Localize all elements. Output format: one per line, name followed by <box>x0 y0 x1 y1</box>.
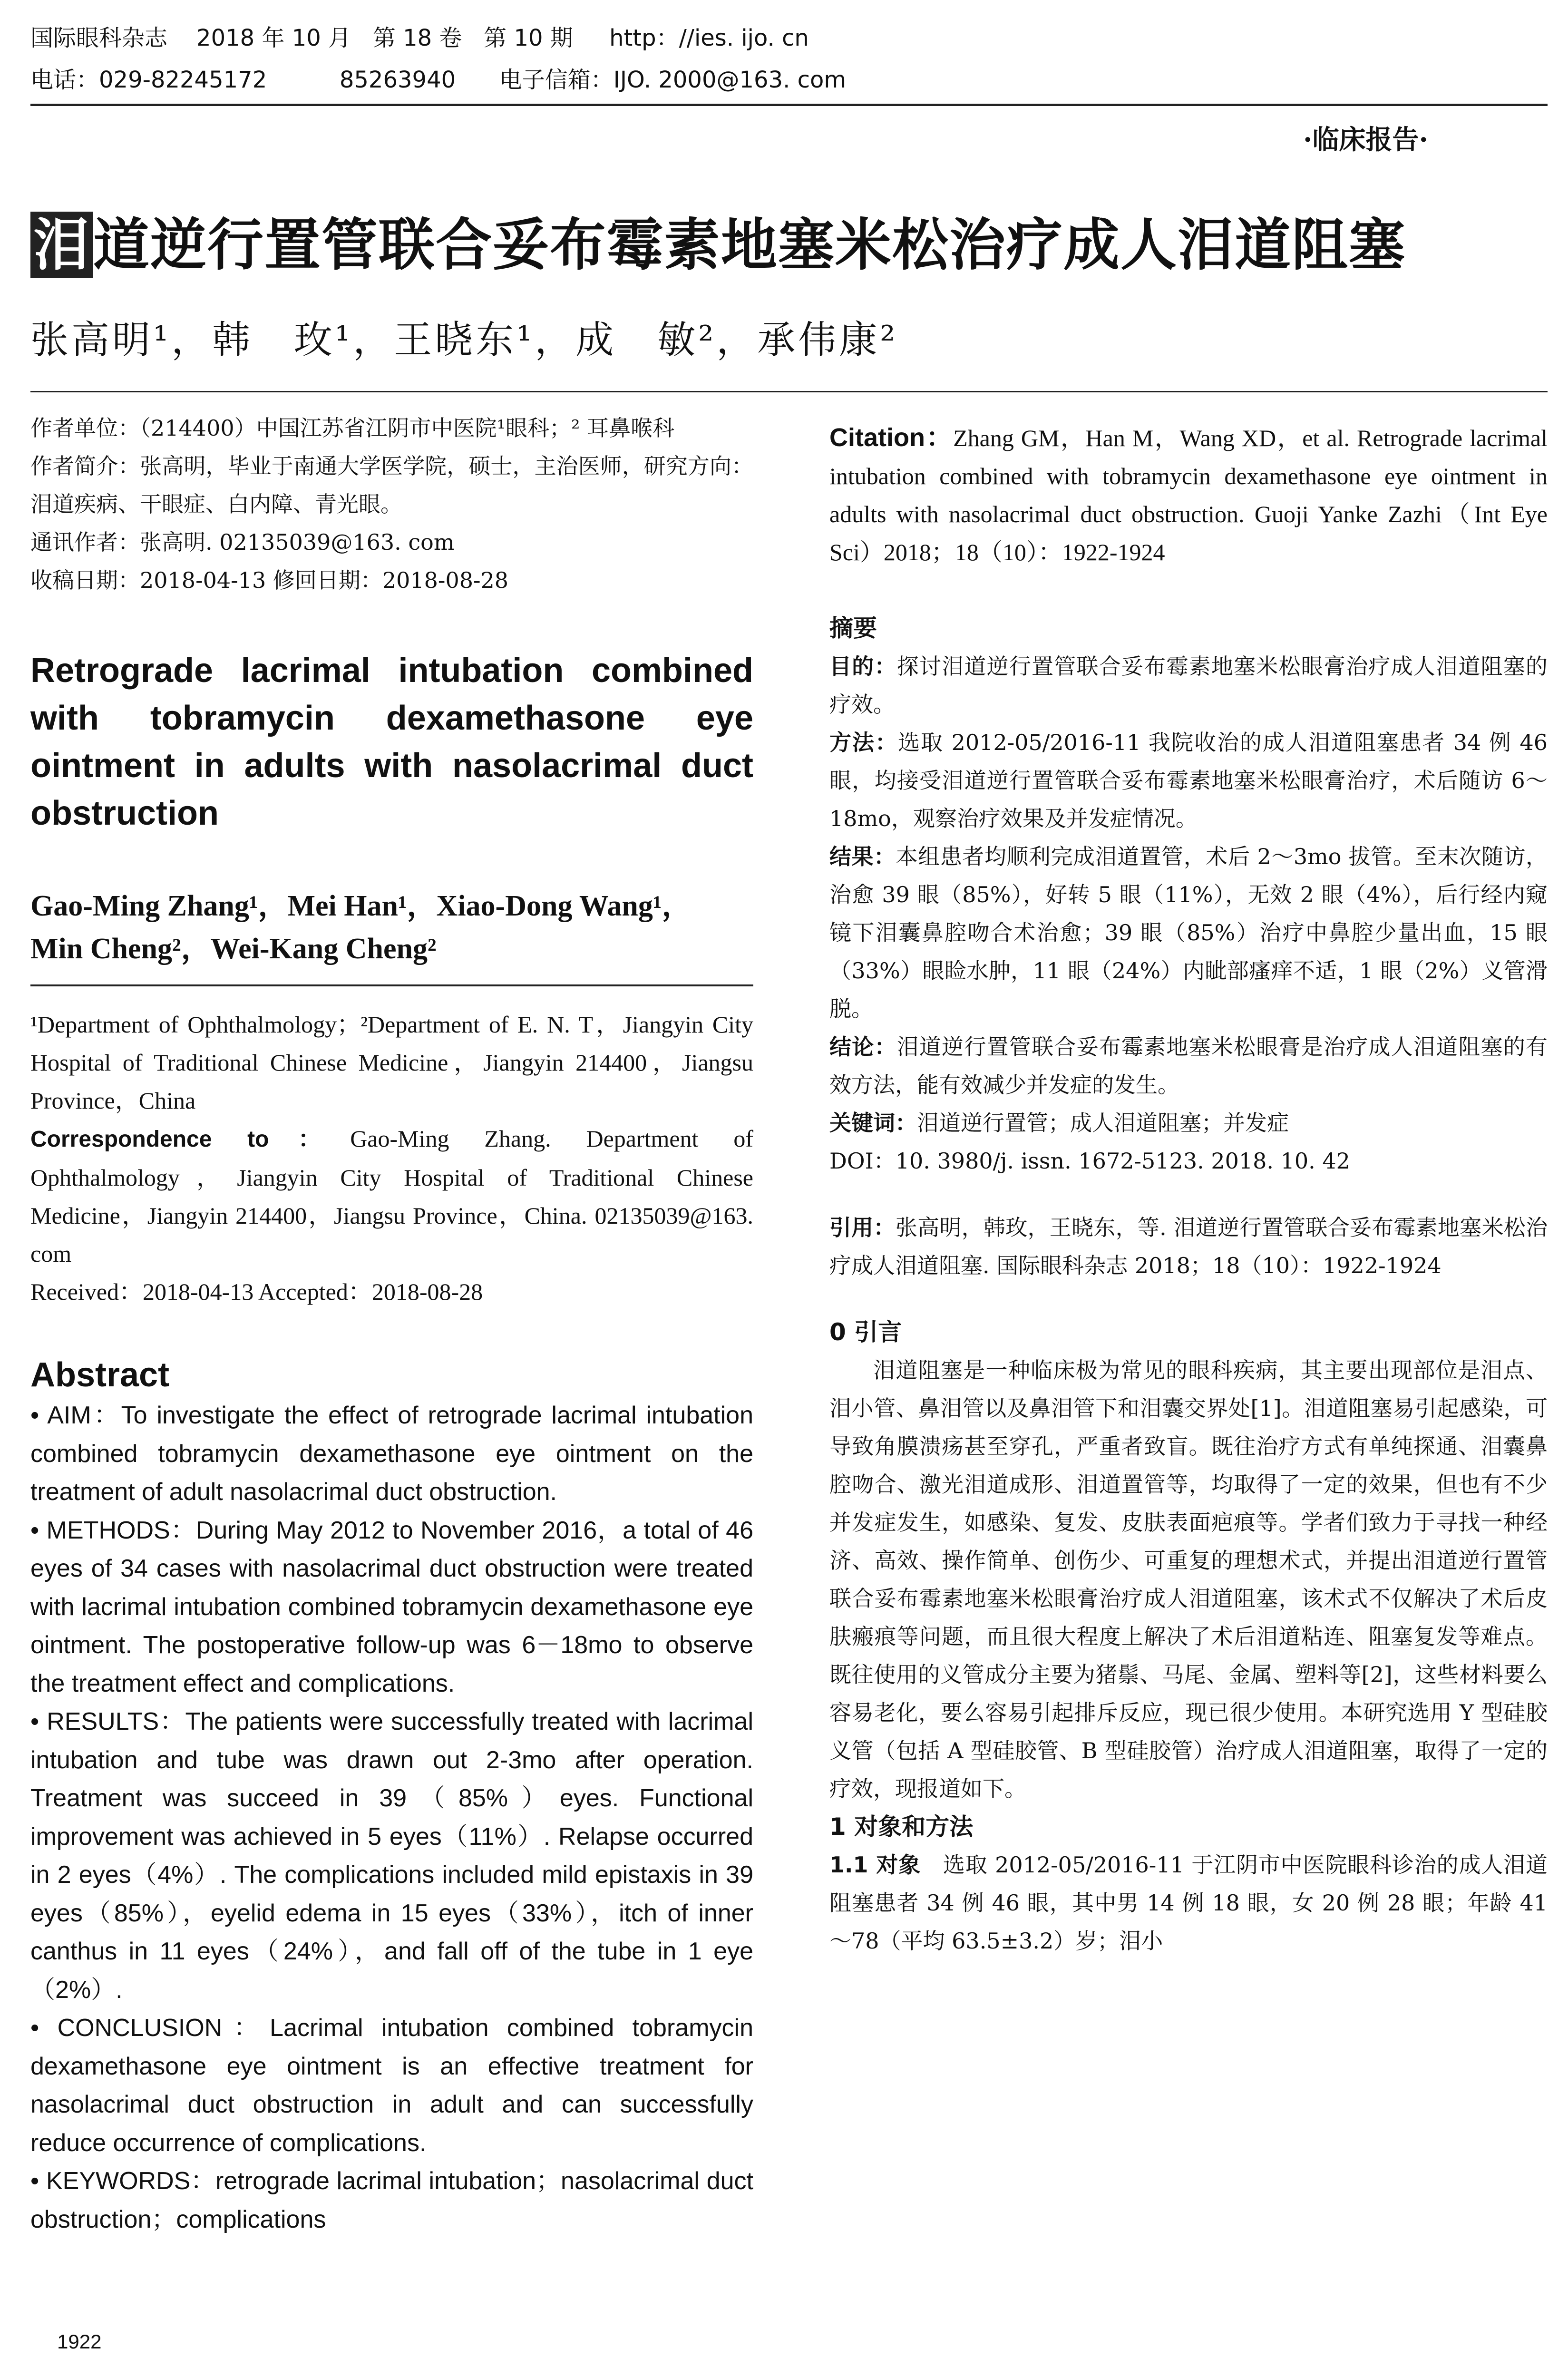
conclusion-cn-label: 结论： <box>829 1034 897 1060</box>
methods-cn-text: 选取 2012-05/2016-11 我院收治的成人泪道阻塞患者 34 例 46 眼，均接受泪道逆行置管联合妥布霉素地塞米松眼膏治疗，术后随访 6～18mo，观察治疗效果及并发症情况。 <box>829 730 1548 831</box>
results-cn-label: 结果： <box>829 844 896 869</box>
authors-cn: 张高明¹，韩 玫¹，王晓东¹，成 敏²，承伟康² <box>30 318 898 362</box>
abstract-heading-en: Abstract <box>30 1356 170 1394</box>
citation-en-text: Zhang GM，Han M，Wang XD，et al. Retrograde lacrimal intubation combined with tobramycin dexamethasone eye ointment in adults with nasolacrimal duct obstruction. Guoji Yanke Zazhi（Int Eye Sci）2018；18（10）：1922-1924 <box>829 425 1548 565</box>
title-rest: 道逆行置管联合妥布霉素地塞米松治疗成人泪道阻塞 <box>93 212 1406 278</box>
abstract-conclusion-cn <box>829 1028 1548 1104</box>
authors-en-line1: Gao-Ming Zhang¹，Mei Han¹，Xiao-Dong Wang¹， <box>30 890 691 922</box>
abstract-results-cn <box>829 838 1548 1028</box>
intro-heading: 0 引言 <box>829 1318 902 1346</box>
journal-header-line1: 国际眼科杂志 2018 年 10 月 第 18 卷 第 10 期 http：//ies. ijo. cn <box>30 25 809 51</box>
abstract-aim-en: • AIM：To investigate the effect of retrograde lacrimal intubation combined tobramycin dexamethasone eye ointment on the treatment of adult nasolacrimal duct obstruction. <box>30 1402 753 1506</box>
paper-title-en: Retrograde lacrimal intubation combined with tobramycin dexamethasone eye ointment in adults with nasolacrimal duct obstruction <box>30 652 753 832</box>
abstract-results-en: • RESULTS：The patients were successfully treated with lacrimal intubation and tube was drawn out 2-3mo after operation. Treatment was succeed in 39（85%）eyes. Functional improvement was achieved in 5 eyes（11%）. Relapse occurred in 2 eyes（4%）. The complications included mild epistaxis in 39 eyes（85%），eyelid edema in 15 eyes（33%），itch of inner canthus in 11 eyes（24%），and fall off of the tube in 1 eye（2%）. <box>30 1708 753 2004</box>
authors-rule <box>30 984 753 986</box>
citation-en <box>829 419 1548 571</box>
keywords-cn-label: 关键词： <box>829 1110 917 1136</box>
conclusion-cn-text: 泪道逆行置管联合妥布霉素地塞米松眼膏是治疗成人泪道阻塞的有效方法，能有效减少并发症的发生。 <box>829 1034 1548 1098</box>
results-cn-text: 本组患者均顺利完成泪道置管，术后 2～3mo 拔管。至末次随访，治愈 39 眼（85%），好转 5 眼（11%），无效 2 眼（4%），后行经内窥镜下泪囊鼻腔吻合术治愈；39 眼（85%）治疗中鼻腔少量出血，15 眼（33%）眼睑水肿，11 眼（24%）内眦部瘙痒不适，1 眼（2%）义管滑脱。 <box>829 844 1548 1022</box>
aim-cn-label: 目的： <box>829 653 897 679</box>
abstract-heading-cn: 摘要 <box>829 614 877 642</box>
abstract-keywords-en: • KEYWORDS：retrograde lacrimal intubation；nasolacrimal duct obstruction；complications <box>30 2167 753 2233</box>
abstract-methods-en: • METHODS：During May 2012 to November 2016，a total of 46 eyes of 34 cases with nasolacrimal duct obstruction were treated with lacrimal intubation combined tobramycin dexamethasone eye ointment. The postoperative follow-up was 6－18mo to observe the treatment effect and complications. <box>30 1516 753 1697</box>
correspondence-cn: 通讯作者：张高明. 02135039@163. com <box>30 529 455 555</box>
title-first-char: 泪 <box>30 212 93 278</box>
correspondence-en-label: Correspondence to： <box>30 1127 351 1152</box>
abstract-conclusion-en: • CONCLUSION：Lacrimal intubation combined tobramycin dexamethasone eye ointment is an effective treatment for nasolacrimal duct obstruction in adult and can successfully reduce occurrence of complications. <box>30 2014 753 2157</box>
dates-cn: 收稿日期：2018-04-13 修回日期：2018-08-28 <box>30 567 509 593</box>
citation-cn-label: 引用： <box>829 1215 896 1240</box>
abstract-methods-cn <box>829 723 1548 838</box>
abstract-aim-cn <box>829 647 1548 723</box>
correspondence-en <box>30 1120 753 1273</box>
page-number: 1922 <box>57 2330 102 2353</box>
paper-title-cn <box>30 200 1406 281</box>
citation-en-label: Citation： <box>829 423 954 452</box>
left-column <box>30 409 753 2239</box>
title-rule <box>30 391 1548 392</box>
citation-cn <box>829 1208 1548 1285</box>
subjects-paragraph <box>829 1846 1548 1960</box>
affiliation-en: ¹Department of Ophthalmology；²Department of E. N. T，Jiangyin City Hospital of Traditional Chinese Medicine，Jiangyin 214400，Jiangsu Province，China <box>30 1011 753 1114</box>
aim-cn-text: 探讨泪道逆行置管联合妥布霉素地塞米松眼膏治疗成人泪道阻塞的疗效。 <box>829 653 1548 717</box>
authors-en-line2: Min Cheng²，Wei-Kang Cheng² <box>30 933 437 965</box>
right-column <box>829 419 1548 1960</box>
journal-header-line2: 电话：029-82245172 85263940 电子信箱：IJO. 2000@163. com <box>30 67 847 93</box>
methods-cn-label: 方法： <box>829 730 898 755</box>
affiliation-cn: 作者单位：（214400）中国江苏省江阴市中医院¹眼科；² 耳鼻喉科 <box>30 415 675 441</box>
header-rule <box>30 104 1548 106</box>
correspondence-en-text: Gao-Ming Zhang. Department of Ophthalmology，Jiangyin City Hospital of Traditional Chinese Medicine，Jiangyin 214400，Jiangsu Province，China. 02135039@163. com <box>30 1125 753 1267</box>
intro-paragraph: 泪道阻塞是一种临床极为常见的眼科疾病，其主要出现部位是泪点、泪小管、鼻泪管以及鼻泪管下和泪囊交界处[1]。泪道阻塞易引起感染，可导致角膜溃疡甚至穿孔，严重者致盲。既往治疗方式有单纯探通、泪囊鼻腔吻合、激光泪道成形、泪道置管等，均取得了一定的效果，但也有不少并发症发生，如感染、复发、皮肤表面疤痕等。学者们致力于寻找一种经济、高效、操作简单、创伤少、可重复的理想术式，并提出泪道逆行置管联合妥布霉素地塞米松眼膏治疗成人泪道阻塞，该术式不仅解决了术后皮肤瘢痕等问题，而且很大程度上解决了术后泪道粘连、阻塞复发等难点。既往使用的义管成分主要为猪鬃、马尾、金属、塑料等[2]，这些材料要么容易老化，要么容易引起排斥反应，现已很少使用。本研究选用 Y 型硅胶义管（包括 A 型硅胶管、B 型硅胶管）治疗成人泪道阻塞，取得了一定的疗效，现报道如下。 <box>829 1357 1548 1802</box>
dates-en: Received：2018-04-13 Accepted：2018-08-28 <box>30 1278 483 1305</box>
keywords-cn-text: 泪道逆行置管；成人泪道阻塞；并发症 <box>917 1110 1289 1136</box>
doi[interactable]: DOI：10. 3980/j. issn. 1672-5123. 2018. 10. 42 <box>829 1148 1350 1174</box>
author-bio-cn: 作者简介：张高明，毕业于南通大学医学院，硕士，主治医师，研究方向：泪道疾病、干眼症、白内障、青光眼。 <box>30 453 753 517</box>
section-tag: ·临床报告· <box>1303 124 1428 156</box>
subjects-label: 1.1 对象 <box>829 1852 921 1878</box>
subjects-text: 选取 2012-05/2016-11 于江阴市中医院眼科诊治的成人泪道阻塞患者 34 例 46 眼，其中男 14 例 18 眼，女 20 例 28 眼；年龄 41～78（平均 63.5±3.2）岁；泪小 <box>829 1852 1548 1954</box>
citation-cn-text: 张高明，韩玫，王晓东，等. 泪道逆行置管联合妥布霉素地塞米松治疗成人泪道阻塞. 国际眼科杂志 2018；18（10）：1922-1924 <box>829 1215 1548 1278</box>
abstract-keywords-cn <box>829 1104 1548 1142</box>
methods-heading: 1 对象和方法 <box>829 1813 974 1841</box>
